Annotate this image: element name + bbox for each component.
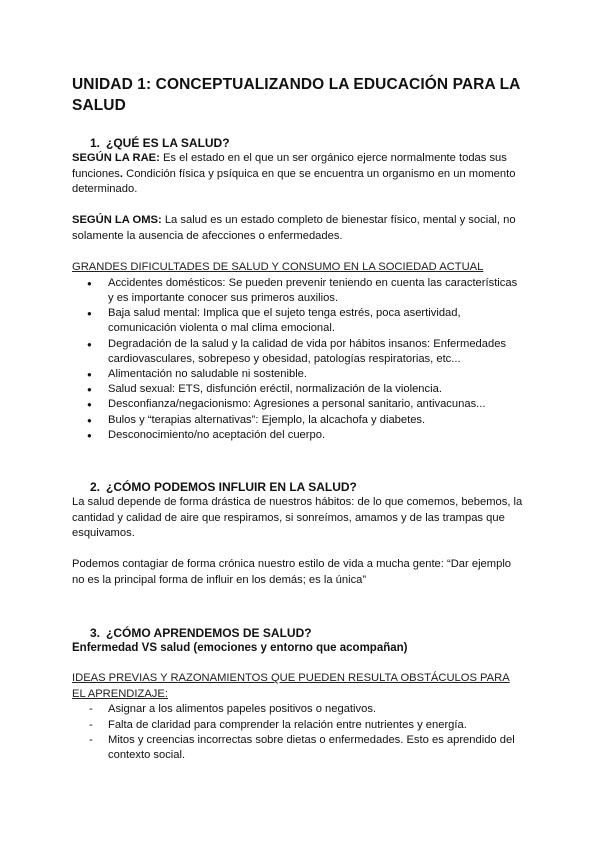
rae-text-a: Es el estado en el que un ser orgánico ejerce normalmente todas sus funciones (72, 152, 507, 180)
rae-dot: . (119, 167, 124, 180)
list-item: ● Bulos y “terapias alternativas”: Ejemplo, la alcachofa y diabetes. (72, 413, 524, 428)
list-item: ● Desconfianza/negacionismo: Agresiones a personal sanitario, antivacunas... (72, 397, 524, 412)
section-title: ¿CÓMO PODEMOS INFLUIR EN LA SALUD? (106, 479, 357, 494)
list-item: ● Alimentación no saludable ni sostenible. (72, 367, 524, 382)
list-item: - Mitos y creencias incorrectas sobre dietas o enfermedades. Esto es aprendido del contexto social. (72, 733, 524, 763)
list-item: ● Degradación de la salud y la calidad de vida por hábitos insanos: Enfermedades cardiovasculares, sobrepeso y obesidad, patologías respiratorias, etc... (72, 337, 524, 367)
oms-definition (72, 213, 524, 244)
list-item: - Falta de claridad para comprender la relación entre nutrientes y energía. (72, 718, 524, 733)
section-heading (72, 626, 524, 641)
document-title: UNIDAD 1: CONCEPTUALIZANDO LA EDUCACIÓN PARA LA SALUD (72, 76, 520, 114)
rae-definition (72, 151, 524, 198)
influence-paragraph-2: Podemos contagiar de forma crónica nuestro estilo de vida a mucha gente: “Dar ejemplo no es la principal forma de influir en los demás; es la única” (72, 558, 512, 586)
section-learn-health (72, 626, 524, 764)
section-number: 3. (90, 625, 101, 640)
section-title: ¿QUÉ ES LA SALUD? (106, 136, 230, 150)
obstacles-list (72, 702, 524, 763)
rae-text-b: Condición física y psíquica en que se encuentra un organismo en un momento determinado. (72, 167, 516, 196)
obstacles-heading: IDEAS PREVIAS Y RAZONAMIENTOS QUE PUEDEN RESULTA OBSTÁCULOS PARA EL APRENDIZAJE: (72, 672, 510, 700)
section-heading (72, 480, 524, 495)
difficulties-list (72, 276, 524, 443)
list-item: ● Baja salud mental: Implica que el sujeto tenga estrés, poca asertividad, comunicación violenta o mal clima emocional. (72, 306, 524, 336)
list-item: ● Desconocimiento/no aceptación del cuerpo. (72, 428, 524, 443)
list-item: - Asignar a los alimentos papeles positivos o negativos. (72, 702, 524, 717)
influence-paragraph-1: La salud depende de forma drástica de nuestros hábitos: de lo que comemos, bebemos, la cantidad y calidad de aire que respiramos, si sonreímos, amamos y de las trampas que esquivamos. (72, 495, 523, 540)
section-subheading: Enfermedad VS salud (emociones y entorno que acompañan) (72, 641, 408, 654)
section-title: ¿CÓMO APRENDEMOS DE SALUD? (106, 625, 312, 640)
section-number: 2. (90, 479, 101, 494)
rae-label: SEGÚN LA RAE: (72, 152, 160, 164)
section-influence-health (72, 480, 524, 589)
list-item: ● Salud sexual: ETS, disfunción eréctil, normalización de la violencia. (72, 382, 524, 397)
list-item: ● Accidentes domésticos: Se pueden prevenir teniendo en cuenta las características y es importante conocer sus primeros auxilios. (72, 276, 524, 306)
oms-label: SEGÚN LA OMS: (72, 214, 162, 227)
section-what-is-health (72, 136, 524, 443)
oms-text: La salud es un estado completo de bienestar físico, mental y social, no solamente la ausencia de afecciones o enfermedades. (72, 214, 516, 242)
section-number: 1. (90, 136, 101, 150)
section-heading (72, 136, 524, 151)
difficulties-heading: GRANDES DIFICULTADES DE SALUD Y CONSUMO EN LA SOCIEDAD ACTUAL (72, 261, 484, 274)
